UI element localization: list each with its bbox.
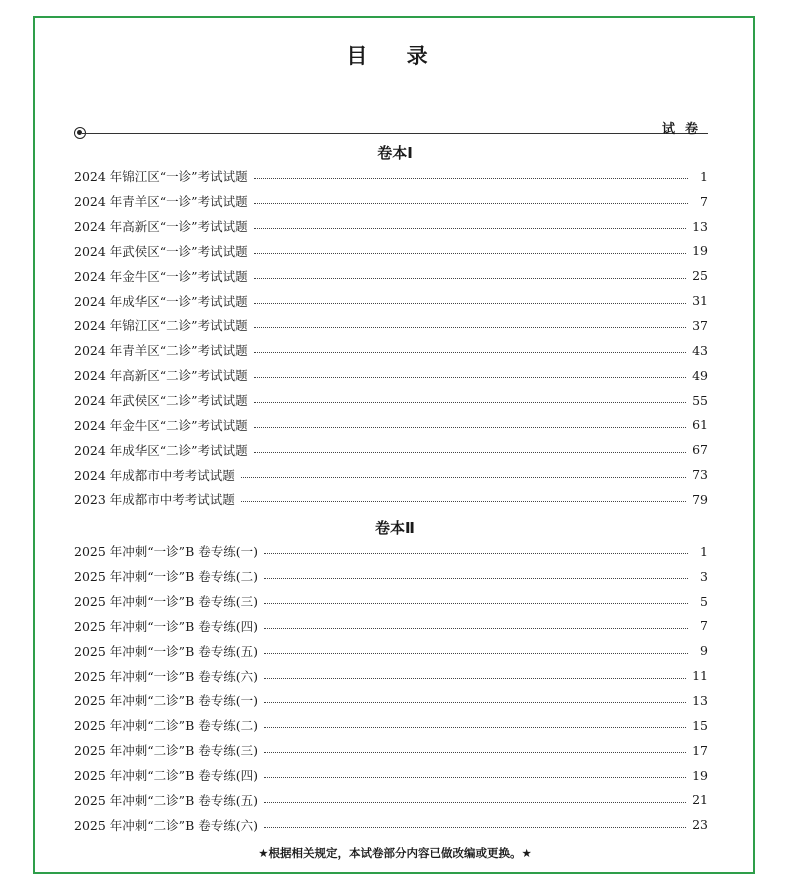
toc-entry[interactable] — [74, 539, 708, 564]
toc-entry[interactable] — [74, 263, 708, 288]
dot-leader — [264, 627, 688, 629]
header-rule — [82, 133, 708, 134]
toc-entry[interactable] — [74, 437, 708, 462]
toc-entry[interactable] — [74, 614, 708, 639]
toc-entry-title: 2025 年冲刺“一诊”B 卷专练(一) — [74, 544, 258, 560]
toc-entry-title: 2025 年冲刺“二诊”B 卷专练(三) — [74, 743, 258, 759]
dot-leader — [264, 701, 686, 703]
dot-leader — [264, 677, 686, 679]
dot-leader — [254, 277, 687, 279]
toc-entry[interactable] — [74, 363, 708, 388]
toc-entry[interactable] — [74, 738, 708, 763]
toc-entry-page: 23 — [692, 817, 708, 833]
section-heading-1: 卷本Ⅰ — [377, 144, 413, 162]
toc-entry-page: 19 — [692, 243, 708, 259]
toc-entry-page: 5 — [700, 593, 708, 609]
dot-leader — [254, 326, 687, 328]
toc-entry[interactable] — [74, 763, 708, 788]
dot-leader — [254, 451, 687, 453]
toc-entry[interactable] — [74, 812, 708, 837]
toc-entry-page: 15 — [692, 717, 708, 733]
dot-leader — [254, 227, 687, 229]
column-label: 试卷 — [661, 122, 708, 137]
toc-entry-title: 2024 年成华区“一诊”考试试题 — [74, 293, 248, 309]
dot-leader — [264, 801, 686, 803]
toc-entry-page: 1 — [700, 168, 708, 184]
toc-entry-title: 2024 年青羊区“一诊”考试试题 — [74, 194, 248, 210]
toc-entry[interactable] — [74, 239, 708, 264]
toc-entry-page: 67 — [692, 442, 708, 458]
toc-entry-title: 2025 年冲刺“二诊”B 卷专练(四) — [74, 768, 258, 784]
dot-leader — [264, 826, 686, 828]
toc-entry[interactable] — [74, 589, 708, 614]
toc-entry[interactable] — [74, 638, 708, 663]
dot-leader — [254, 426, 687, 428]
toc-entry-page: 19 — [692, 767, 708, 783]
toc-entry-title: 2025 年冲刺“二诊”B 卷专练(五) — [74, 792, 258, 808]
dot-leader — [264, 652, 688, 654]
toc-entry-page: 13 — [692, 692, 708, 708]
toc-entry[interactable] — [74, 189, 708, 214]
toc-entry-title: 2024 年金牛区“二诊”考试试题 — [74, 417, 248, 433]
toc-entry[interactable] — [74, 462, 708, 487]
toc-entry-title: 2025 年冲刺“二诊”B 卷专练(六) — [74, 817, 258, 833]
dot-leader — [241, 500, 686, 502]
toc-entry-title: 2024 年武侯区“二诊”考试试题 — [74, 393, 248, 409]
dot-leader — [254, 351, 687, 353]
toc-entry-title: 2024 年高新区“一诊”考试试题 — [74, 219, 248, 235]
dot-leader — [254, 401, 687, 403]
toc-entry-title: 2024 年成华区“二诊”考试试题 — [74, 442, 248, 458]
dot-leader — [254, 252, 687, 254]
toc-entry-page: 3 — [700, 568, 708, 584]
dot-leader — [264, 577, 688, 579]
toc-entry-title: 2025 年冲刺“一诊”B 卷专练(五) — [74, 643, 258, 659]
toc-entry-title: 2024 年金牛区“一诊”考试试题 — [74, 268, 248, 284]
dot-leader — [254, 202, 688, 204]
dot-leader — [241, 476, 686, 478]
toc-entry-page: 21 — [692, 792, 708, 808]
dot-leader — [264, 751, 686, 753]
toc-entry-title: 2024 年高新区“二诊”考试试题 — [74, 368, 248, 384]
toc-entry[interactable] — [74, 288, 708, 313]
toc-entry-page: 9 — [700, 643, 708, 659]
toc-entry-title: 2024 年武侯区“一诊”考试试题 — [74, 243, 248, 259]
footer-note: ★根据相关规定，本试卷部分内容已做改编或更换。★ — [258, 846, 532, 860]
page-title: 目 录 — [346, 44, 444, 68]
toc-entry-title: 2025 年冲刺“一诊”B 卷专练(三) — [74, 594, 258, 610]
dot-leader — [264, 552, 688, 554]
toc-entry[interactable] — [74, 713, 708, 738]
dot-leader — [264, 602, 688, 604]
toc-entry[interactable] — [74, 388, 708, 413]
toc-entry-page: 7 — [700, 618, 708, 634]
section-heading-2: 卷本Ⅱ — [375, 519, 415, 537]
toc-entry-title: 2025 年冲刺“二诊”B 卷专练(一) — [74, 693, 258, 709]
toc-entry-page: 37 — [692, 317, 708, 333]
dot-leader — [254, 177, 688, 179]
toc-entry[interactable] — [74, 663, 708, 688]
toc-entry-page: 43 — [692, 342, 708, 358]
toc-entry-page: 17 — [692, 742, 708, 758]
toc-list-2 — [74, 539, 708, 837]
toc-entry[interactable] — [74, 214, 708, 239]
dot-leader — [254, 302, 687, 304]
toc-entry-page: 55 — [692, 392, 708, 408]
dot-leader — [264, 726, 686, 728]
toc-entry-page: 73 — [692, 467, 708, 483]
toc-entry-page: 79 — [692, 491, 708, 507]
toc-entry[interactable] — [74, 487, 708, 512]
toc-entry[interactable] — [74, 564, 708, 589]
toc-entry-title: 2024 年锦江区“二诊”考试试题 — [74, 318, 248, 334]
toc-entry[interactable] — [74, 787, 708, 812]
toc-entry-page: 7 — [700, 193, 708, 209]
toc-entry-title: 2024 年锦江区“一诊”考试试题 — [74, 169, 248, 185]
toc-entry-title: 2025 年冲刺“一诊”B 卷专练(六) — [74, 668, 258, 684]
toc-entry-title: 2023 年成都市中考考试试题 — [74, 492, 235, 508]
toc-entry-page: 49 — [692, 367, 708, 383]
toc-entry-page: 25 — [692, 268, 708, 284]
toc-entry-page: 11 — [692, 668, 708, 684]
toc-entry[interactable] — [74, 412, 708, 437]
toc-entry-page: 13 — [692, 218, 708, 234]
toc-entry-title: 2025 年冲刺“一诊”B 卷专练(二) — [74, 569, 258, 585]
toc-entry-page: 31 — [692, 293, 708, 309]
toc-list-1 — [74, 164, 708, 512]
toc-entry[interactable] — [74, 164, 708, 189]
dot-leader — [254, 376, 687, 378]
dot-leader — [264, 776, 686, 778]
toc-entry-page: 61 — [692, 417, 708, 433]
toc-entry-title: 2025 年冲刺“二诊”B 卷专练(二) — [74, 718, 258, 734]
toc-entry-title: 2024 年成都市中考考试试题 — [74, 467, 235, 483]
toc-entry-title: 2024 年青羊区“二诊”考试试题 — [74, 343, 248, 359]
toc-entry-title: 2025 年冲刺“一诊”B 卷专练(四) — [74, 618, 258, 634]
toc-entry[interactable] — [74, 313, 708, 338]
toc-entry[interactable] — [74, 688, 708, 713]
toc-entry-page: 1 — [700, 543, 708, 559]
toc-entry[interactable] — [74, 338, 708, 363]
